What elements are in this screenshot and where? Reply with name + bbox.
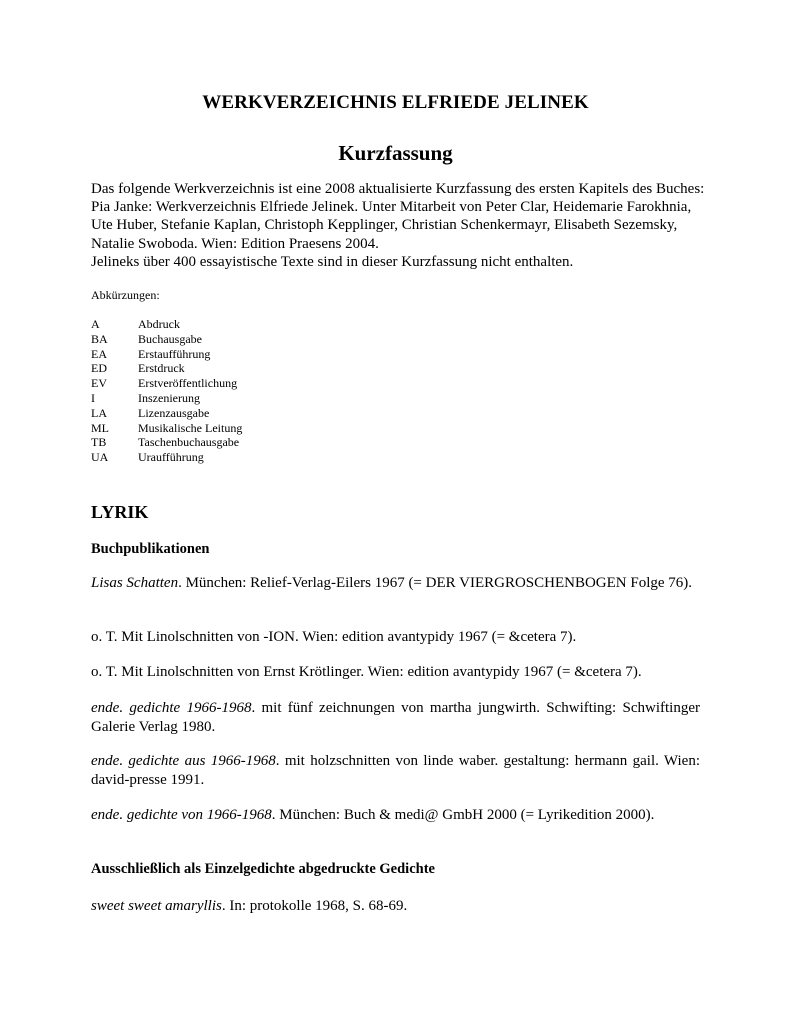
book-entry-details: o. T. Mit Linolschnitten von Ernst Krötlinger. Wien: edition avantypidy 1967 (= &cetera 7). xyxy=(91,664,642,680)
abbreviation-key: BA xyxy=(91,331,108,346)
abbreviation-value: Musikalische Leitung xyxy=(138,420,243,435)
book-entry-title: ende. gedichte aus 1966-1968 xyxy=(91,753,276,769)
document-subtitle: Kurzfassung xyxy=(338,141,453,165)
book-entry-title: Lisas Schatten xyxy=(91,575,179,591)
abbreviation-value: Erstveröffentlichung xyxy=(138,376,238,391)
abbreviation-key: EA xyxy=(91,346,107,361)
book-entry xyxy=(91,574,700,593)
abbreviation-key: UA xyxy=(91,450,109,465)
book-entry xyxy=(91,628,700,647)
abbreviation-value: Abdruck xyxy=(138,317,180,331)
abbreviation-row xyxy=(91,347,242,362)
subsection-heading-single-poems: Ausschließlich als Einzelgedichte abgedruckte Gedichte xyxy=(91,861,435,877)
book-entry-details: . mit holzschnitten von linde waber. gestaltung: hermann gail. Wien: david-presse 1991. xyxy=(91,753,700,788)
abbreviations-list xyxy=(91,317,242,465)
poem-entry xyxy=(91,897,700,916)
subsection-heading-books: Buchpublikationen xyxy=(91,541,210,557)
book-entry-title: ende. gedichte 1966-1968 xyxy=(91,700,252,716)
abbreviation-row xyxy=(91,450,242,465)
abbreviation-key: EV xyxy=(91,376,107,391)
abbreviation-row xyxy=(91,361,242,376)
abbreviation-value: Taschenbuchausgabe xyxy=(138,435,240,450)
abbreviation-key: ED xyxy=(91,361,107,376)
book-entry xyxy=(91,752,700,789)
section-heading-lyrik: LYRIK xyxy=(91,502,149,522)
book-entry-details: . München: Relief-Verlag-Eilers 1967 (= DER VIERGROSCHENBOGEN Folge 76). xyxy=(178,575,693,591)
abbreviation-value: Inszenierung xyxy=(138,390,200,405)
abbreviations-heading: Abkürzungen: xyxy=(91,288,160,302)
poem-entry-details: . In: protokolle 1968, S. 68-69. xyxy=(221,898,408,914)
book-entry xyxy=(91,663,700,682)
abbreviation-row xyxy=(91,406,242,421)
abbreviation-row xyxy=(91,376,242,391)
abbreviation-key: A xyxy=(91,317,100,331)
intro-note: Jelineks über 400 essayistische Texte sind in dieser Kurzfassung nicht enthalten. xyxy=(91,253,574,270)
abbreviation-row xyxy=(91,317,242,332)
abbreviation-value: Uraufführung xyxy=(138,450,204,465)
book-entry-details: o. T. Mit Linolschnitten von -ION. Wien: edition avantypidy 1967 (= &cetera 7). xyxy=(91,629,577,645)
abbreviation-row xyxy=(91,391,242,406)
book-entry xyxy=(91,699,700,736)
abbreviation-value: Erstdruck xyxy=(138,361,185,376)
intro-section xyxy=(91,180,706,271)
book-entry-title: ende. gedichte von 1966-1968 xyxy=(91,807,272,823)
book-entry-details: . mit fünf zeichnungen von martha jungwirth. Schwifting: Schwiftinger Galerie Verlag 1980. xyxy=(91,700,701,735)
document-title: WERKVERZEICHNIS ELFRIEDE JELINEK xyxy=(202,92,589,113)
abbreviation-row xyxy=(91,435,242,450)
intro-paragraph: Das folgende Werkverzeichnis ist eine 2008 aktualisierte Kurzfassung des ersten Kapitels des Buches: Pia Janke: Werkverzeichnis Elfriede Jelinek. Unter Mitarbeit von Peter Clar, Heidemarie Farokhnia, Ute Huber, Stefanie Kaplan, Christoph Kepplinger, Christian Schenkermayr, Elisabeth Sezemsky, Natalie Swoboda. Wien: Edition Praesens 2004. xyxy=(91,181,705,252)
abbreviation-key: TB xyxy=(91,435,107,450)
abbreviation-row xyxy=(91,421,242,436)
abbreviation-value: Lizenzausgabe xyxy=(138,405,210,420)
poem-entry-title: sweet sweet amaryllis xyxy=(91,898,222,914)
abbreviation-key: ML xyxy=(91,420,109,435)
book-entry xyxy=(91,806,700,825)
abbreviation-key: I xyxy=(91,390,95,405)
abbreviation-value: Buchausgabe xyxy=(138,331,202,346)
abbreviation-row xyxy=(91,332,242,347)
book-entry-details: . München: Buch & medi@ GmbH 2000 (= Lyrikedition 2000). xyxy=(271,807,655,823)
abbreviation-value: Erstaufführung xyxy=(138,346,211,361)
abbreviation-key: LA xyxy=(91,405,107,420)
